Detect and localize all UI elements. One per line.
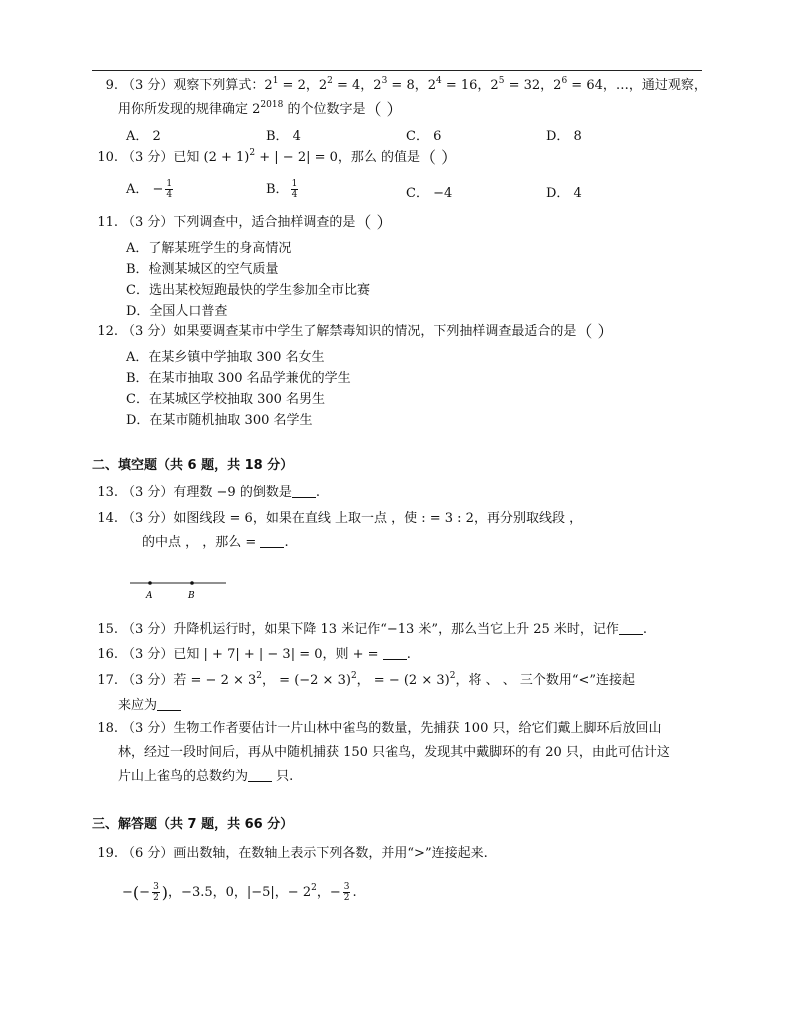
question-number: 18.: [97, 721, 118, 736]
question-number: 12.: [97, 324, 118, 339]
option-c[interactable]: C．在某城区学校抽取 300 名男生: [126, 392, 326, 407]
option-c[interactable]: C． 6: [406, 129, 442, 144]
number-list: −(− $\frac{3}{2}$ )，−3.5，0，|−5|，− $2^2$，− $\frac{3}{2}$ .: [122, 882, 357, 903]
question-stem: （6 分）画出数轴，在数轴上表示下列各数，并用“>”连接起来.: [122, 846, 488, 861]
question-stem: （3 分）下列调查中，适合抽样调查的是（ ）: [122, 213, 393, 232]
question-stem-line1: （3 分）若 = − $2 \times 3^2$， = $(-2 \times 3)^2$， = − $(2 \times 3)^2$，将 、 、 三个数用“<”连接起: [122, 671, 636, 688]
option-a[interactable]: A．了解某班学生的身高情况: [126, 241, 292, 256]
question-stem: （3 分）已知 | + 7| + | − 3| = 0，则 + = .: [122, 647, 411, 662]
question-number: 11.: [97, 215, 118, 230]
question-number: 9.: [105, 78, 118, 93]
answer-paren: （ ）: [365, 100, 403, 119]
answer-blank[interactable]: [619, 621, 643, 635]
question-number: 13.: [97, 485, 118, 500]
answer-paren: （ ）: [355, 213, 393, 232]
point-b-label: B: [188, 591, 195, 601]
question-stem-line2: 来应为: [118, 697, 181, 715]
top-rule: [92, 70, 702, 71]
question-number: 17.: [97, 673, 118, 688]
question-number: 19.: [97, 846, 118, 861]
point-b: [190, 581, 194, 585]
segment-figure: [126, 574, 236, 604]
point-a: [148, 581, 152, 585]
question-number: 14.: [97, 511, 118, 526]
option-a[interactable]: A．在某乡镇中学抽取 300 名女生: [126, 350, 325, 365]
question-stem-line1: （3 分）观察下列算式：$2^1 = 2$，$2^2 = 4$，$2^3 = 8$，$2^4 = 16$，$2^5 = 32$，$2^6 = 64$，…，通过观察，: [122, 76, 707, 93]
point-a-label: A: [146, 591, 153, 601]
question-stem: （3 分）有理数 −9 的倒数是 .: [122, 485, 320, 500]
question-stem-line3: 片山上雀鸟的总数约为 只.: [118, 769, 294, 784]
option-a[interactable]: A． − $\frac{1}{4}$: [126, 179, 173, 200]
answer-blank[interactable]: [260, 534, 284, 548]
option-b[interactable]: B． 4: [266, 129, 301, 144]
question-number: 16.: [97, 647, 118, 662]
option-a[interactable]: A． 2: [126, 129, 161, 144]
option-b[interactable]: B．在某市抽取 300 名品学兼优的学生: [126, 371, 351, 386]
question-stem-line1: （3 分）生物工作者要估计一片山林中雀鸟的数量，先捕获 100 只，给它们戴上脚环后放回山: [122, 721, 662, 736]
answer-blank[interactable]: [157, 697, 181, 711]
section-title: 三、解答题（共 7 题，共 66 分）: [92, 817, 294, 832]
question-stem: （3 分）已知 $(2 + 1)^2$ + | − 2| = 0，那么 的值是（ ）: [122, 148, 458, 167]
option-d[interactable]: D． 4: [546, 186, 582, 201]
answer-blank[interactable]: [248, 768, 272, 782]
option-b[interactable]: B．检测某城区的空气质量: [126, 262, 279, 277]
answer-blank[interactable]: [292, 484, 316, 498]
answer-blank[interactable]: [383, 646, 407, 660]
question-stem-line2: 林，经过一段时间后，再从中随机捕获 150 只雀鸟，发现其中戴脚环的有 20 只，由此可估计这: [118, 745, 670, 760]
question-stem: （3 分）升降机运行时，如果下降 13 米记作“−13 米”，那么当它上升 25 米时，记作 .: [122, 622, 648, 637]
answer-paren: （ ）: [576, 322, 614, 341]
question-stem: （3 分）如果要调查某市中学生了解禁毒知识的情况，下列抽样调查最适合的是（ ）: [122, 322, 614, 341]
option-d[interactable]: D．在某市随机抽取 300 名学生: [126, 413, 313, 428]
option-d[interactable]: D． 8: [546, 129, 582, 144]
question-stem-line1: （3 分）如图线段 = 6，如果在直线 上取一点 ，使 : = 3 : 2，再分别取线段 ，: [122, 511, 583, 526]
option-c[interactable]: C．选出某校短跑最快的学生参加全市比赛: [126, 283, 370, 298]
option-d[interactable]: D．全国人口普查: [126, 304, 228, 319]
section-title: 二、填空题（共 6 题，共 18 分）: [92, 458, 294, 473]
question-number: 10.: [97, 150, 118, 165]
answer-paren: （ ）: [420, 148, 458, 167]
question-stem-line2: 的中点 ， ，那么 = .: [142, 535, 289, 550]
question-stem-line2: 用你所发现的规律确定 $2^{2018}$ 的个位数字是（ ）: [118, 100, 403, 119]
option-c[interactable]: C． −4: [406, 186, 453, 201]
option-b[interactable]: B． $\frac{1}{4}$: [266, 179, 298, 200]
question-number: 15.: [97, 622, 118, 637]
